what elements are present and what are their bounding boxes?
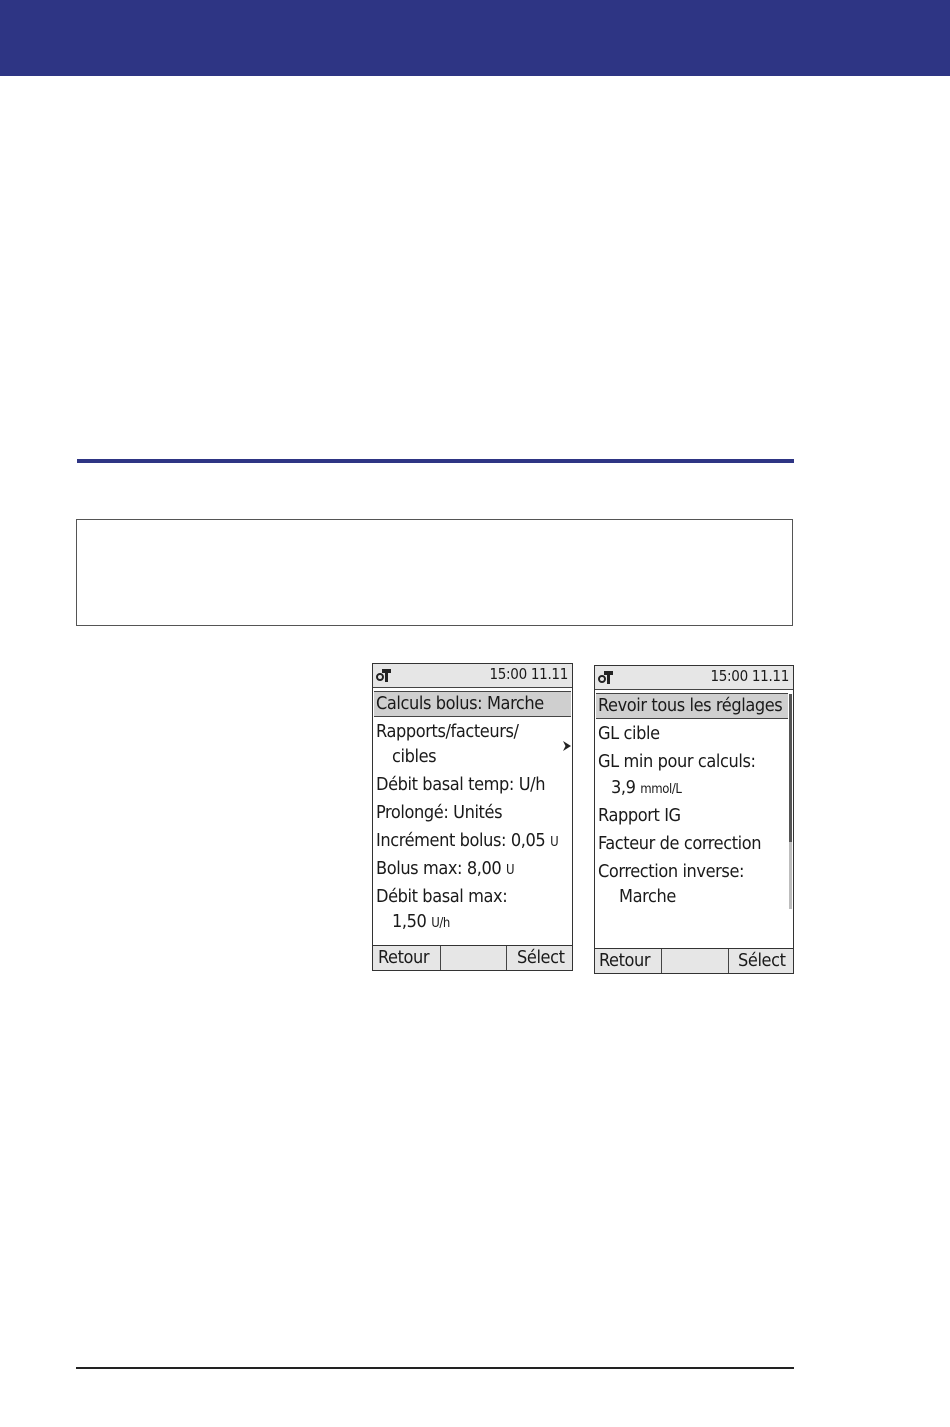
softkey-bar: [373, 945, 572, 970]
softkey-bar: [595, 948, 793, 973]
menu-item-review-all[interactable]: Revoir tous les réglages: [596, 693, 788, 719]
unit-label: U: [506, 863, 515, 878]
softkey-divider: [728, 949, 729, 973]
note-box: [76, 519, 793, 626]
submenu-arrow-icon: [562, 740, 572, 752]
menu-item-temp-basal[interactable]: Débit basal temp: U/h: [376, 774, 546, 795]
bolus-max-value: Bolus max: 8,00: [376, 858, 502, 879]
pump-screen-review-settings: [594, 665, 794, 974]
bolus-increment-value: Incrément bolus: 0,05: [376, 830, 546, 851]
select-softkey[interactable]: Sélect: [517, 947, 565, 968]
unit-label: U/h: [431, 916, 450, 931]
back-softkey[interactable]: Retour: [599, 950, 651, 971]
date: 11.11: [530, 665, 568, 683]
time: 15:00: [710, 667, 748, 685]
softkey-divider: [661, 949, 662, 973]
status-bar: [595, 666, 793, 690]
reverse-correction-value: Marche: [619, 886, 676, 907]
clock: [710, 667, 789, 685]
menu-item-min-bg[interactable]: GL min pour calculs:: [598, 751, 756, 772]
menu-item-bolus-increment[interactable]: [376, 829, 558, 855]
softkey-divider: [440, 946, 441, 970]
menu-item-correction-factor[interactable]: Facteur de correction: [598, 833, 762, 854]
scrollbar-thumb[interactable]: [789, 694, 792, 842]
unit-label: mmol/L: [640, 782, 682, 797]
softkey-divider: [506, 946, 507, 970]
menu-item-carb-ratio[interactable]: Rapport IG: [598, 805, 681, 826]
menu-item-bolus-max[interactable]: [376, 857, 514, 883]
date: 11.11: [751, 667, 789, 685]
menu-item-reverse-correction[interactable]: Correction inverse:: [598, 861, 745, 882]
back-softkey[interactable]: Retour: [378, 947, 430, 968]
min-bg-value: 3,9: [611, 777, 636, 798]
footer-divider: [76, 1367, 794, 1369]
pump-connection-icon: [598, 669, 614, 685]
select-softkey[interactable]: Sélect: [738, 950, 786, 971]
status-bar: [373, 664, 572, 688]
pump-connection-icon: [376, 667, 392, 683]
header-band: [0, 0, 950, 76]
clock: [489, 665, 568, 683]
unit-label: U: [550, 835, 559, 850]
time: 15:00: [489, 665, 527, 683]
menu-item-basal-max[interactable]: Débit basal max:: [376, 886, 508, 907]
basal-max-value-row: [392, 910, 450, 936]
menu-item-target-bg[interactable]: GL cible: [598, 723, 660, 744]
menu-item-ratios-cont: cibles: [392, 746, 437, 767]
basal-max-value: 1,50: [392, 911, 427, 932]
menu-item-extended[interactable]: Prolongé: Unités: [376, 802, 503, 823]
section-divider: [77, 459, 794, 463]
menu-item-ratios[interactable]: Rapports/facteurs/: [376, 721, 519, 742]
min-bg-value-row: [611, 776, 682, 802]
menu-item-bolus-calc[interactable]: Calculs bolus: Marche: [374, 691, 571, 717]
pump-screen-bolus-settings: [372, 663, 573, 971]
